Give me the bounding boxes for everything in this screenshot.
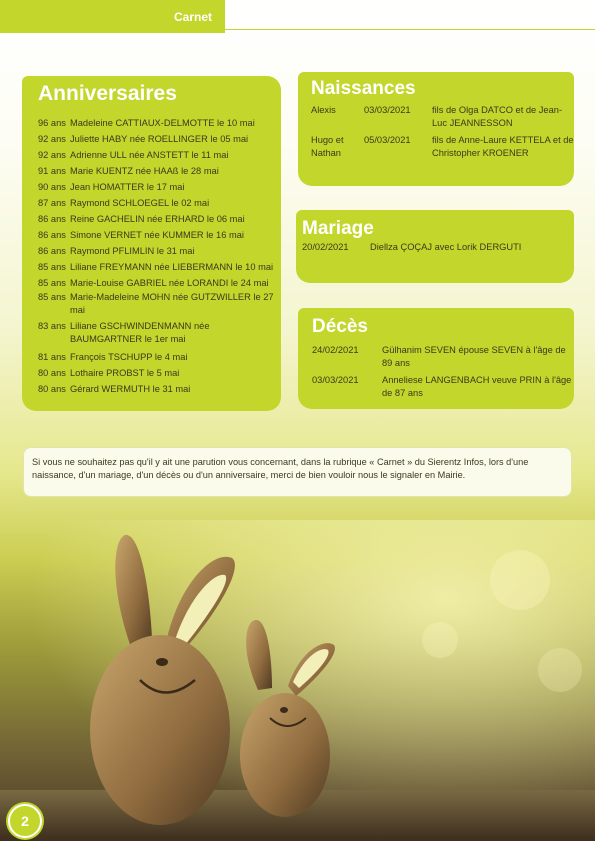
list-item	[38, 365, 281, 381]
anniversaires-title: Anniversaires	[38, 82, 177, 105]
age: 86 ans	[38, 230, 66, 240]
list-item	[38, 243, 281, 259]
person: Marie-Louise GABRIEL née LORANDI le 24 mai	[70, 278, 269, 288]
age: 91 ans	[38, 166, 66, 176]
list-item	[38, 381, 281, 397]
person: Lothaire PROBST le 5 mai	[70, 368, 180, 378]
person: Adrienne ULL née ANSTETT le 11 mai	[70, 150, 229, 160]
age: 92 ans	[38, 134, 66, 144]
date: 03/03/2021	[364, 105, 411, 115]
deces-title: Décès	[312, 316, 368, 337]
list-item	[38, 163, 281, 179]
date: 20/02/2021	[302, 242, 349, 252]
child-name: Hugo et Nathan	[311, 135, 344, 158]
naissances-box	[298, 72, 574, 186]
person: Marie-Madeleine MOHN née GUTZWILLER le 27 mai	[70, 292, 274, 315]
date: 24/02/2021	[312, 345, 359, 355]
person: Liliane FREYMANN née LIEBERMANN le 10 mai	[70, 262, 274, 272]
age: 86 ans	[38, 246, 66, 256]
list-item	[312, 344, 574, 370]
list-item	[311, 134, 574, 160]
list-item	[38, 115, 281, 131]
page-number: 2	[8, 804, 42, 838]
list-item	[38, 195, 281, 211]
person: Liliane GSCHWINDENMANN née BAUMGARTNER le 1er mai	[70, 321, 210, 344]
age: 90 ans	[38, 182, 66, 192]
age: 85 ans	[38, 292, 66, 302]
parents: fils de Olga DATCO et de Jean-Luc JEANNESSON	[432, 105, 563, 128]
age: 85 ans	[38, 278, 66, 288]
mariage-box	[296, 210, 574, 283]
list-item	[38, 211, 281, 227]
list-item	[311, 104, 574, 130]
notice-text: Si vous ne souhaitez pas qu'il y ait une parution vous concernant, dans la rubrique « Carnet » du Sierentz Infos, lors d'une naissance, d'un mariage, d'un décès ou d'un anniversaire, merci de bien vouloir nous le signaler en Mairie.	[32, 457, 529, 480]
list-item	[38, 349, 281, 365]
section-tab	[0, 0, 225, 33]
age: 92 ans	[38, 150, 66, 160]
age: 86 ans	[38, 214, 66, 224]
date: 05/03/2021	[364, 135, 411, 145]
person: Marie KUENTZ née HAAß le 28 mai	[70, 166, 219, 176]
age: 81 ans	[38, 352, 66, 362]
deceased: Anneliese LANGENBACH veuve PRIN à l'âge de 87 ans	[382, 375, 572, 398]
list-item	[38, 320, 281, 346]
list-item	[312, 374, 574, 400]
person: Gérard WERMUTH le 31 mai	[70, 384, 191, 394]
list-item	[38, 147, 281, 163]
person: Raymond PFLIMLIN le 31 mai	[70, 246, 195, 256]
anniversaires-box	[22, 76, 281, 411]
list-item	[38, 227, 281, 243]
list-item	[38, 275, 281, 291]
naissances-title: Naissances	[311, 78, 416, 99]
person: Juliette HABY née ROELLINGER le 05 mai	[70, 134, 249, 144]
header-divider	[225, 29, 595, 30]
date: 03/03/2021	[312, 375, 359, 385]
deceased: Gülhanim SEVEN épouse SEVEN à l'âge de 89 ans	[382, 345, 566, 368]
list-item	[38, 259, 281, 275]
age: 96 ans	[38, 118, 66, 128]
person: Raymond SCHLOEGEL le 02 mai	[70, 198, 210, 208]
list-item	[38, 179, 281, 195]
list-item	[38, 291, 281, 317]
age: 85 ans	[38, 262, 66, 272]
parents: fils de Anne-Laure KETTELA et de Christopher KROENER	[432, 135, 574, 158]
list-item	[38, 131, 281, 147]
age: 80 ans	[38, 384, 66, 394]
couple: Diellza ÇOÇAJ avec Lorik DERGUTI	[370, 242, 522, 252]
person: Jean HOMATTER le 17 mai	[70, 182, 185, 192]
notice-box	[23, 447, 572, 497]
person: Reine GACHELIN née ERHARD le 06 mai	[70, 214, 245, 224]
person: Madeleine CATTIAUX-DELMOTTE le 10 mai	[70, 118, 255, 128]
age: 87 ans	[38, 198, 66, 208]
list-item	[302, 242, 574, 252]
person: Simone VERNET née KUMMER le 16 mai	[70, 230, 244, 240]
child-name: Alexis	[311, 105, 336, 115]
age: 83 ans	[38, 321, 66, 331]
easter-rabbits-image	[0, 520, 595, 841]
section-title: Carnet	[174, 9, 213, 24]
mariage-title: Mariage	[302, 218, 374, 239]
person: François TSCHUPP le 4 mai	[70, 352, 188, 362]
deces-box	[298, 308, 574, 409]
age: 80 ans	[38, 368, 66, 378]
